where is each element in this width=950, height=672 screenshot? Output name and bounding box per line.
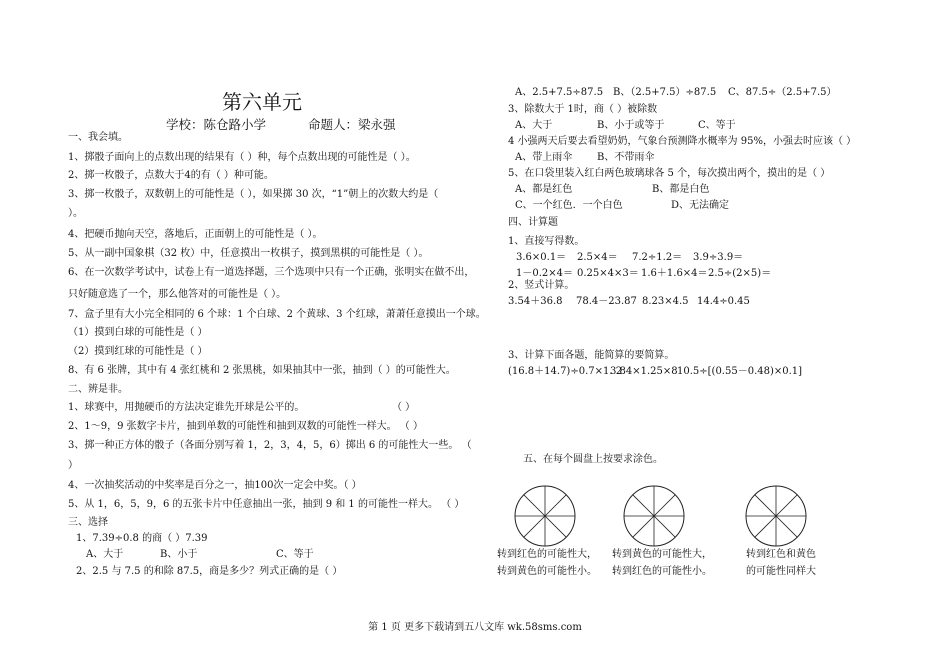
question-fill-4: 4、把硬币抛向天空，落地后，正面朝上的可能性是（ ）。 — [68, 229, 323, 240]
spinner-wheel-1 — [513, 484, 577, 548]
spinner-wheel-2 — [622, 484, 686, 548]
section-2-title: 二、辨是非。 — [68, 384, 128, 395]
question-fill-3-cont: ）。 — [68, 208, 83, 219]
judge-1-paren: （ ） — [392, 402, 416, 413]
calc-3-title: 3、计算下面各题，能简算的要简算。 — [508, 350, 675, 361]
question-fill-6-cont: 只好随意选了一个，那么他答对的可能性是（ ）。 — [68, 289, 287, 300]
choice-4-option-b: B、不带雨伞 — [597, 152, 655, 163]
school-line: 学校：陈仓路小学 — [166, 117, 267, 132]
section-5-title: 五、在每个圆盘上按要求涂色。 — [523, 454, 663, 465]
choice-1-option-a: A、大于 — [86, 549, 124, 560]
calc-1-item: 3.6×0.1＝ — [516, 252, 567, 263]
choice-4-option-a: A、带上雨伞 — [515, 152, 573, 163]
judge-4: 4、一次抽奖活动的中奖率是百分之一，抽100次一定会中奖。（ ） — [68, 480, 362, 491]
choice-5-option-d: D、无法确定 — [671, 200, 730, 211]
section-1-title: 一、我会填。 — [68, 132, 128, 143]
calc-1-item: 3.9÷3.9＝ — [693, 252, 744, 263]
calc-2-item: 78.4－23.87 — [576, 296, 637, 307]
choice-5-option-c: C、一个红色．一个白色 — [515, 200, 623, 211]
choice-1: 1、7.39÷0.8 的商（ ）7.39 — [76, 533, 208, 544]
judge-3: 3、掷一种正方体的骰子（各面分别写着 1，2，3，4，5，6）掷出 6 的可能性大一些。 （ — [68, 440, 472, 451]
choice-3-option-c: C、等于 — [698, 120, 736, 131]
calc-3-item: 3.84×1.25×8 — [610, 366, 678, 377]
calc-3-item: 10.5÷[(0.55－0.48)×0.1] — [677, 366, 803, 377]
calc-2-item: 14.4÷0.45 — [697, 296, 750, 307]
choice-2: 2、2.5 与 7.5 的和除 87.5，商是多少？列式正确的是（ ） — [76, 566, 343, 577]
calc-2-item: 8.23×4.5 — [642, 296, 689, 307]
judge-2: 2、1～9，9 张数字卡片，抽到单数的可能性和抽到双数的可能性一样大。 （ ） — [68, 421, 423, 432]
judge-1: 1、球赛中，用抛硬币的方法决定谁先开球是公平的。 — [68, 402, 305, 413]
question-fill-3: 3、掷一枚骰子，双数朝上的可能性是（ ），如果掷 30 次，“1”朝上的次数大约是（ — [68, 189, 439, 200]
page-title: 第六单元 — [222, 90, 302, 114]
section-3-title: 三、选择 — [68, 517, 108, 528]
choice-5: 5、在口袋里装入红白两色玻璃球各 5 个，每次摸出两个，摸出的是（ ） — [508, 168, 831, 179]
wheel-1-caption-2: 转到黄色的可能性小。 — [497, 566, 597, 577]
question-fill-8: 8、有 6 张牌，其中有 4 张红桃和 2 张黑桃，如果抽其中一张，抽到（ ）的可能性大。 — [68, 365, 456, 376]
section-4-title: 四、计算题 — [508, 217, 558, 228]
question-fill-5: 5、从一副中国象棋（32 枚）中，任意摸出一枚棋子，摸到黑棋的可能性是（ ）。 — [68, 248, 429, 259]
calc-1-item: 0.25×4×3＝ — [577, 268, 639, 279]
question-fill-1: 1、掷骰子面向上的点数出现的结果有（ ）种，每个点数出现的可能性是（ ）。 — [68, 152, 416, 163]
judge-3-cont: ） — [68, 460, 78, 471]
page-footer: 第 1 页 更多下载请到五八文库 wk.58sms.com — [368, 622, 582, 633]
calc-1-title: 1、直接写得数。 — [508, 236, 585, 247]
calc-1-item: 1.6＋1.6×4＝ — [641, 268, 708, 279]
choice-5-option-a: A、都是红色 — [515, 184, 573, 195]
choice-1-option-c: C、等于 — [276, 549, 314, 560]
question-fill-7-1: （1）摸到白球的可能性是（ ） — [68, 327, 208, 338]
choice-3-option-b: B、小于或等于 — [597, 120, 665, 131]
question-fill-7: 7、盒子里有大小完全相同的 6 个球：1 个白球、2 个黄球、3 个红球，萧萧任意摸出一个球。 — [68, 309, 486, 320]
choice-3-option-a: A、大于 — [515, 120, 553, 131]
choice-2-option-b: B、（2.5+7.5）÷87.5 — [613, 87, 717, 98]
calc-2-item: 3.54＋36.8 — [508, 296, 563, 307]
choice-3: 3、除数大于 1时，商（ ）被除数 — [508, 104, 658, 115]
choice-4: 4 小强两天后要去看望奶奶，气象台预测降水概率为 95%，小强去时应该（ ） — [508, 136, 857, 147]
choice-2-option-c: C、87.5÷（2.5+7.5） — [728, 87, 837, 98]
choice-1-option-b: B、小于 — [160, 549, 198, 560]
spinner-wheel-3 — [744, 484, 808, 548]
wheel-3-caption-2: 的可能性同样大 — [746, 566, 816, 577]
wheel-2-caption-1: 转到黄色的可能性大， — [612, 549, 712, 560]
choice-5-option-b: B、都是白色 — [652, 184, 710, 195]
wheel-1-caption-1: 转到红色的可能性大， — [497, 549, 597, 560]
judge-5: 5、从 1，6，5，9，6 的五张卡片中任意抽出一张，抽到 9 和 1 的可能性一样大。 （ ） — [68, 499, 465, 510]
choice-2-option-a: A、2.5+7.5÷87.5 — [515, 87, 604, 98]
question-fill-2: 2、掷一枚骰子，点数大于4的有（ ）种可能。 — [68, 170, 274, 181]
question-fill-6: 6、在一次数学考试中，试卷上有一道选择题，三个选项中只有一个正确，张明实在做不出， — [68, 267, 475, 278]
calc-1-item: 1－0.2×4＝ — [516, 268, 574, 279]
calc-2-title: 2、竖式计算。 — [508, 280, 575, 291]
author-line: 命题人：梁永强 — [308, 117, 396, 132]
calc-1-item: 7.2÷1.2＝ — [632, 252, 683, 263]
calc-1-item: 2.5÷(2×5)＝ — [708, 268, 772, 279]
calc-3-item: (16.8＋14.7)÷0.7×1. 2 — [508, 366, 623, 377]
calc-1-item: 2.5×4＝ — [577, 252, 618, 263]
wheel-3-caption-1: 转到红色和黄色 — [746, 549, 816, 560]
wheel-2-caption-2: 转到红色的可能性小。 — [612, 566, 712, 577]
question-fill-7-2: （2）摸到红球的可能性是（ ） — [68, 346, 208, 357]
